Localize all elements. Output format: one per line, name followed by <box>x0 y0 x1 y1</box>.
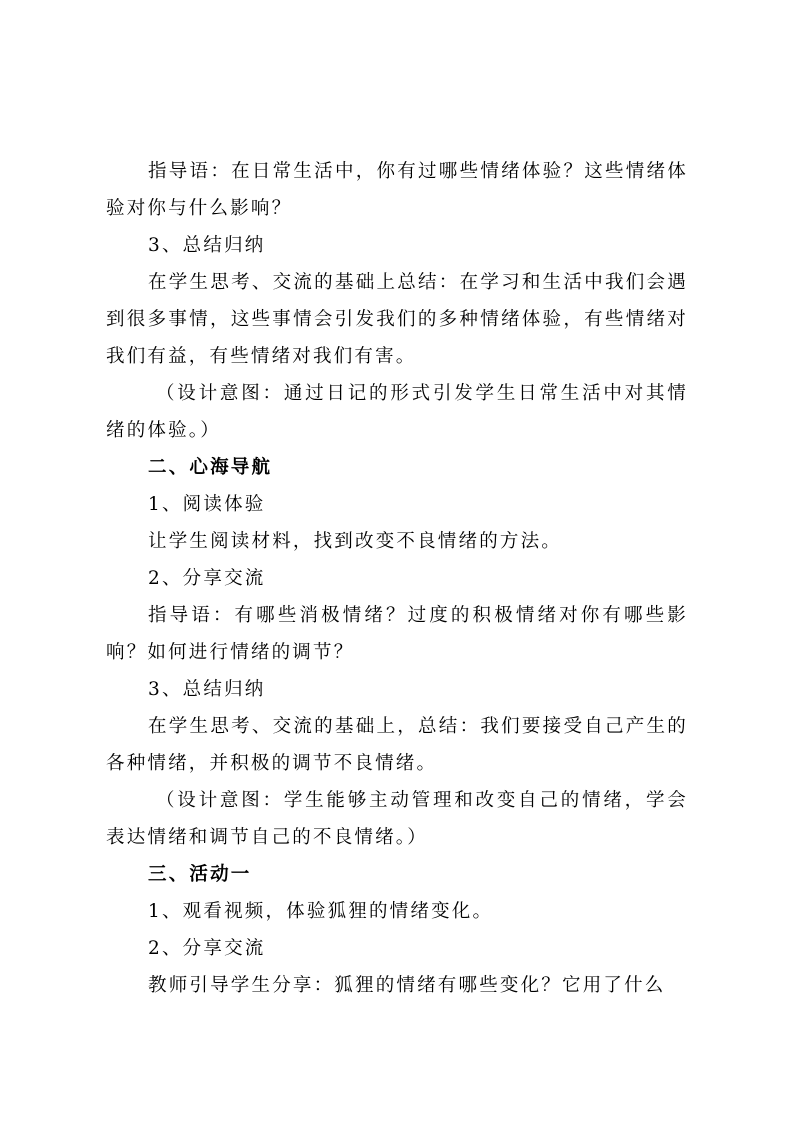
design-note-1: （设计意图：通过日记的形式引发学生日常生活中对其情绪的体验。） <box>106 383 688 441</box>
document-body <box>106 153 688 1004</box>
paragraph-summary-1: 在学生思考、交流的基础上总结：在学习和生活中我们会遇到很多事情，这些事情会引发我们的多种情绪体验，有些情绪对我们有益，有些情绪对我们有害。 <box>106 272 688 367</box>
paragraph-reading: 让学生阅读材料，找到改变不良情绪的方法。 <box>148 531 563 552</box>
paragraph-guide-question-1: 指导语：在日常生活中，你有过哪些情绪体验？这些情绪体验对你与什么影响？ <box>106 161 688 219</box>
subheading-summary-1: 3、总结归纳 <box>148 235 266 256</box>
subheading-reading: 1、阅读体验 <box>148 494 266 515</box>
paragraph-guide-question-2: 指导语：有哪些消极情绪？过度的积极情绪对你有哪些影响？如何进行情绪的调节？ <box>106 605 688 663</box>
section-heading-2: 二、心海导航 <box>148 457 273 478</box>
section-heading-3: 三、活动一 <box>148 864 252 885</box>
paragraph-teacher-guide: 教师引导学生分享：狐狸的情绪有哪些变化？它用了什么 <box>148 975 666 996</box>
design-note-2: （设计意图：学生能够主动管理和改变自己的情绪，学会表达情绪和调节自己的不良情绪。） <box>106 790 688 848</box>
subheading-share-1: 2、分享交流 <box>148 568 266 589</box>
paragraph-summary-2: 在学生思考、交流的基础上，总结：我们要接受自己产生的各种情绪，并积极的调节不良情绪。 <box>106 716 688 774</box>
subheading-video: 1、观看视频，体验狐狸的情绪变化。 <box>148 901 494 922</box>
subheading-share-2: 2、分享交流 <box>148 938 266 959</box>
subheading-summary-2: 3、总结归纳 <box>148 679 266 700</box>
